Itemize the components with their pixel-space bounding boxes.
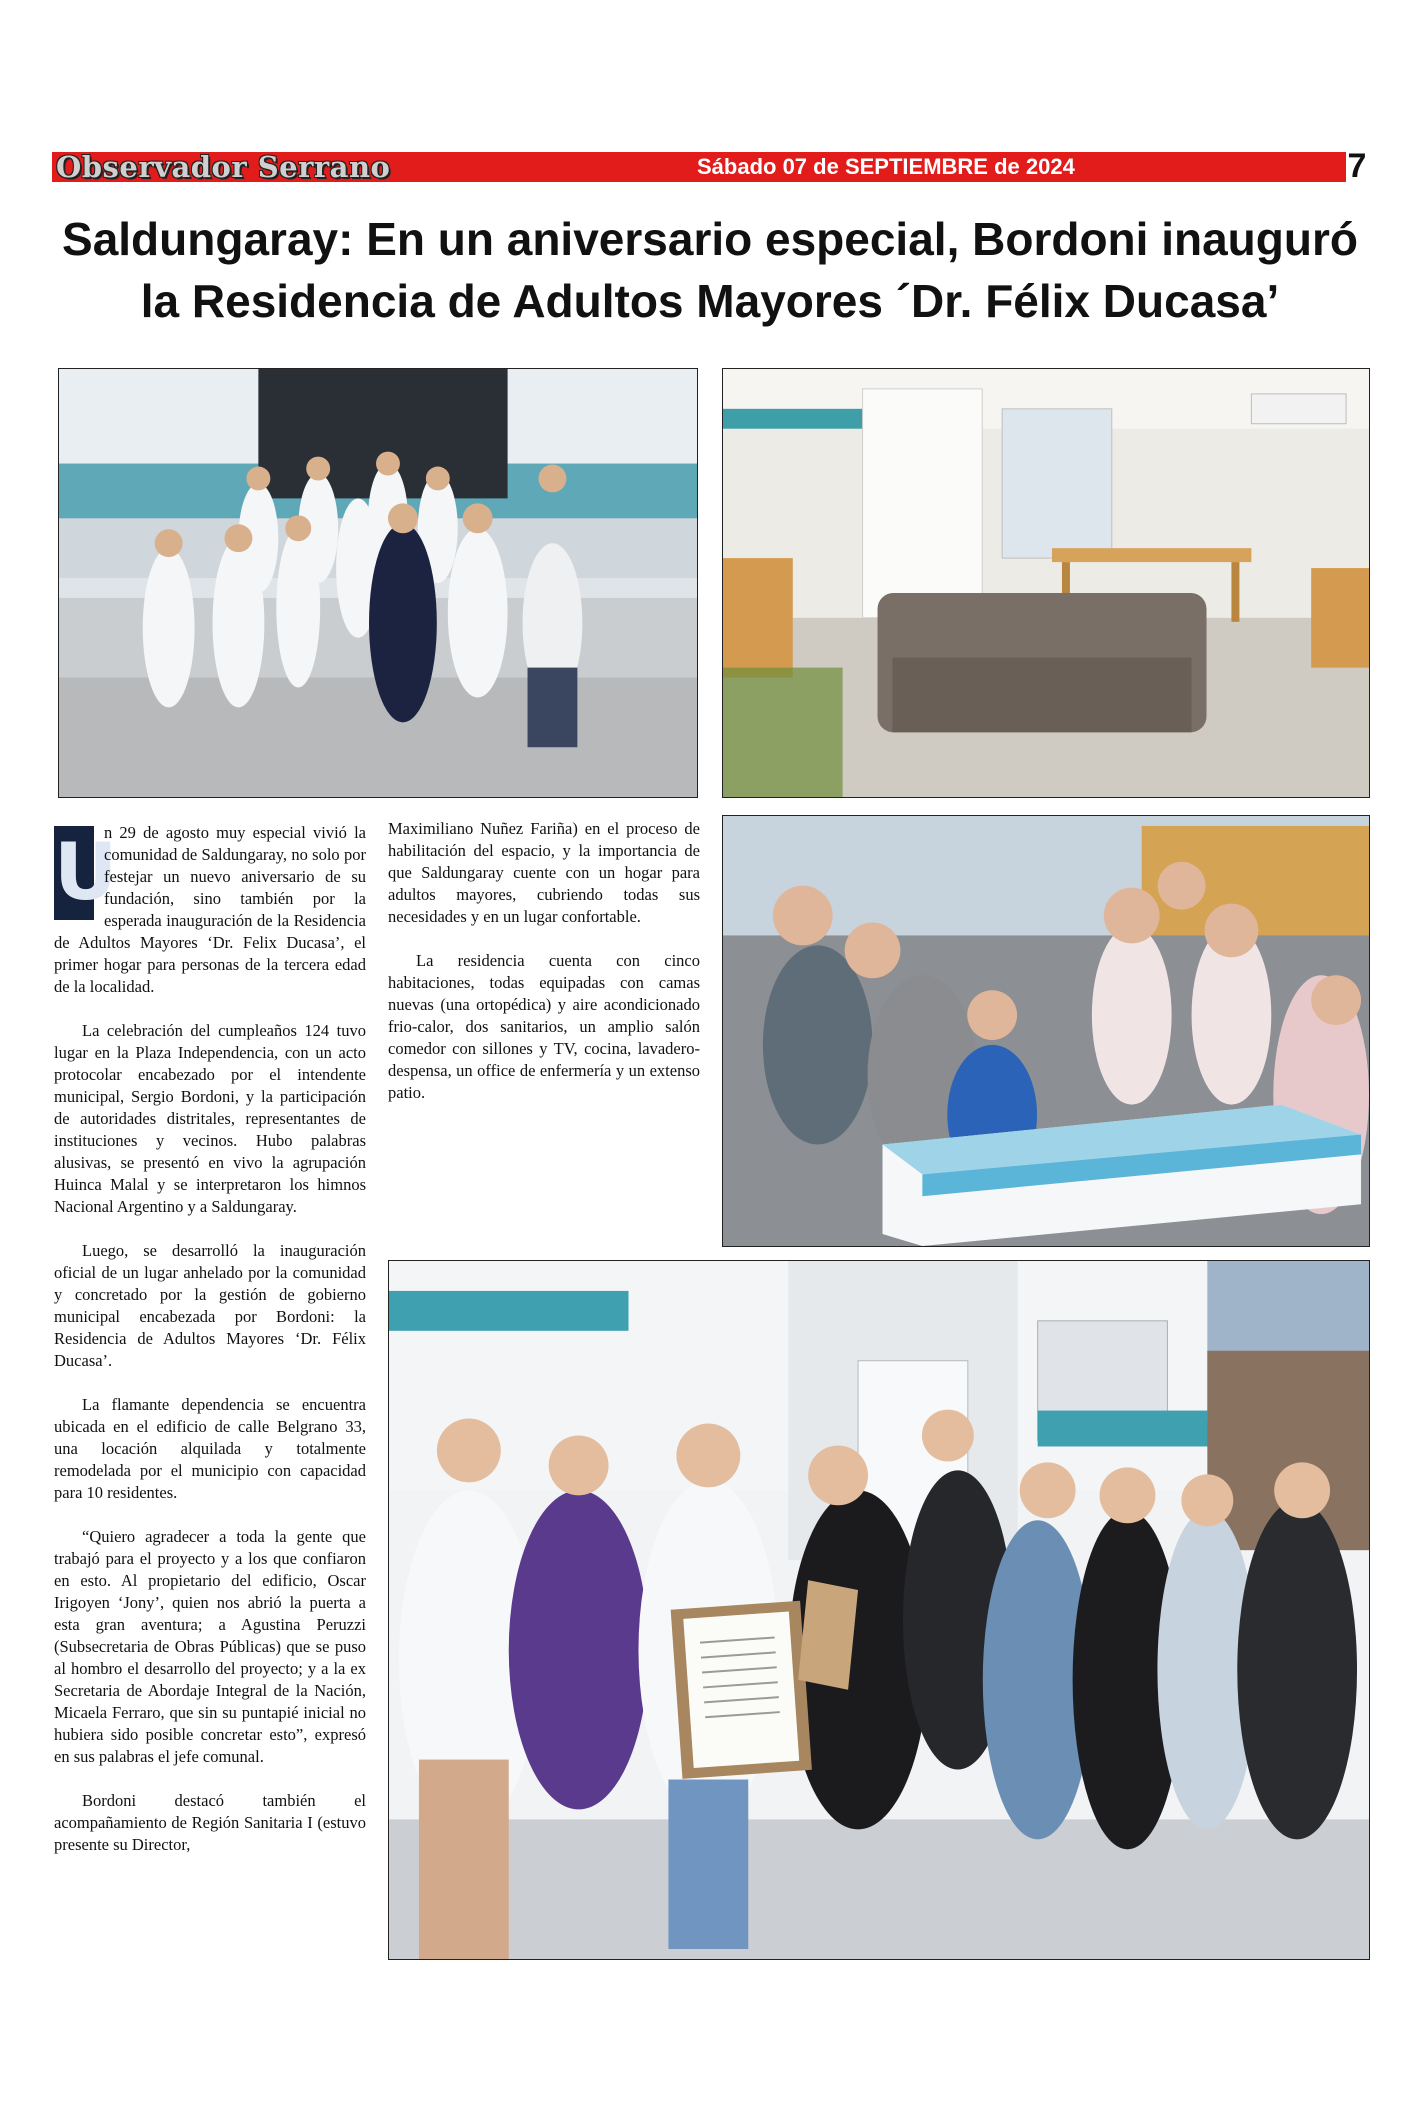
headline-line-1: Saldungaray: En un aniversario especial, Bordoni inauguró [62,213,1358,265]
paragraph-facilities: La residencia cuenta con cinco habitaciones, todas equipadas con camas nuevas (una ortopédica) y aire acondicionado frio-calor, dos sanitarios, un amplio salón comedor con sillones y TV, cocina, lavadero-despensa, un office de enfermería y un extenso patio. [388,951,700,1102]
publication-name: Observador Serrano [56,150,391,184]
photo-staff-group [58,368,698,798]
paragraph-inauguration: Luego, se desarrolló la inauguración oficial de un lugar anhelado por la comunidad y concretado por la gestión de gobierno municipal encabezada por Bordoni: la Residencia de Adultos Mayores ‘Dr. Félix Ducasa’. [54,1241,366,1370]
paragraph-intro-text: n 29 de agosto muy especial vivió la comunidad de Saldungaray, no solo por festejar un nuevo aniversario de su fundación, sino también por la esperada inauguración de la Residencia de Adultos Mayores ‘Dr. Felix Ducasa’, el primer hogar para personas de la tercera edad de la localidad. [54,823,366,996]
masthead-bar [52,147,1368,185]
headline-line-2: la Residencia de Adultos Mayores ´Dr. Félix Ducasa’ [140,275,1280,327]
dropcap-letter: U [54,828,118,918]
paragraph-continuation: Maximiliano Nuñez Fariña) en el proceso de habilitación del espacio, y la importancia de que Saldungaray cuente con un hogar para adultos mayores, cubriendo todas sus necesidades y en un lugar confortable. [388,819,700,926]
paragraph-region-sanitaria: Bordoni destacó también el acompañamiento de Región Sanitaria I (estuvo presente su Director, [54,1791,366,1854]
issue-date: Sábado 07 de SEPTIEMBRE de 2024 [697,154,1075,179]
paragraph-quote: “Quiero agradecer a toda la gente que trabajó para el proyecto y a los que confiaron en esto. Al propietario del edificio, Oscar Irigoyen ‘Jony’, quien nos abrió la puerta a esta gran aventura; a Agustina Peruzzi (Subsecretaria de Obras Públicas) que se puso al hombro el desarrollo del proyecto; y a la ex Secretaria de Abordaje Integral de la Nación, Micaela Ferraro, que sin su puntapié inicial no hubiera sido posible concretar esto”, expresó en sus palabras el jefe comunal. [54,1527,366,1766]
article-column-2 [388,818,700,1126]
page-number: 7 [1347,147,1367,185]
article-column-1 [54,822,366,1878]
paragraph-intro [54,822,366,998]
article-headline [40,208,1380,332]
paragraph-celebration: La celebración del cumpleaños 124 tuvo lugar en la Plaza Independencia, con un acto protocolar encabezado por el intendente municipal, Sergio Bordoni, y la participación de autoridades distritales, representantes de instituciones y vecinos. Hubo palabras alusivas, se presentó en vivo la agrupación Huinca Malal y se interpretaron los himnos Nacional Argentino y a Saldungaray. [54,1021,366,1216]
photo-children-cake [722,815,1370,1247]
photo-interior-lounge [722,368,1370,798]
photo-plaque-ceremony [388,1260,1370,1960]
paragraph-location: La flamante dependencia se encuentra ubicada en el edificio de calle Belgrano 33, una locación alquilada y totalmente remodelada por el municipio con capacidad para 10 residentes. [54,1395,366,1502]
